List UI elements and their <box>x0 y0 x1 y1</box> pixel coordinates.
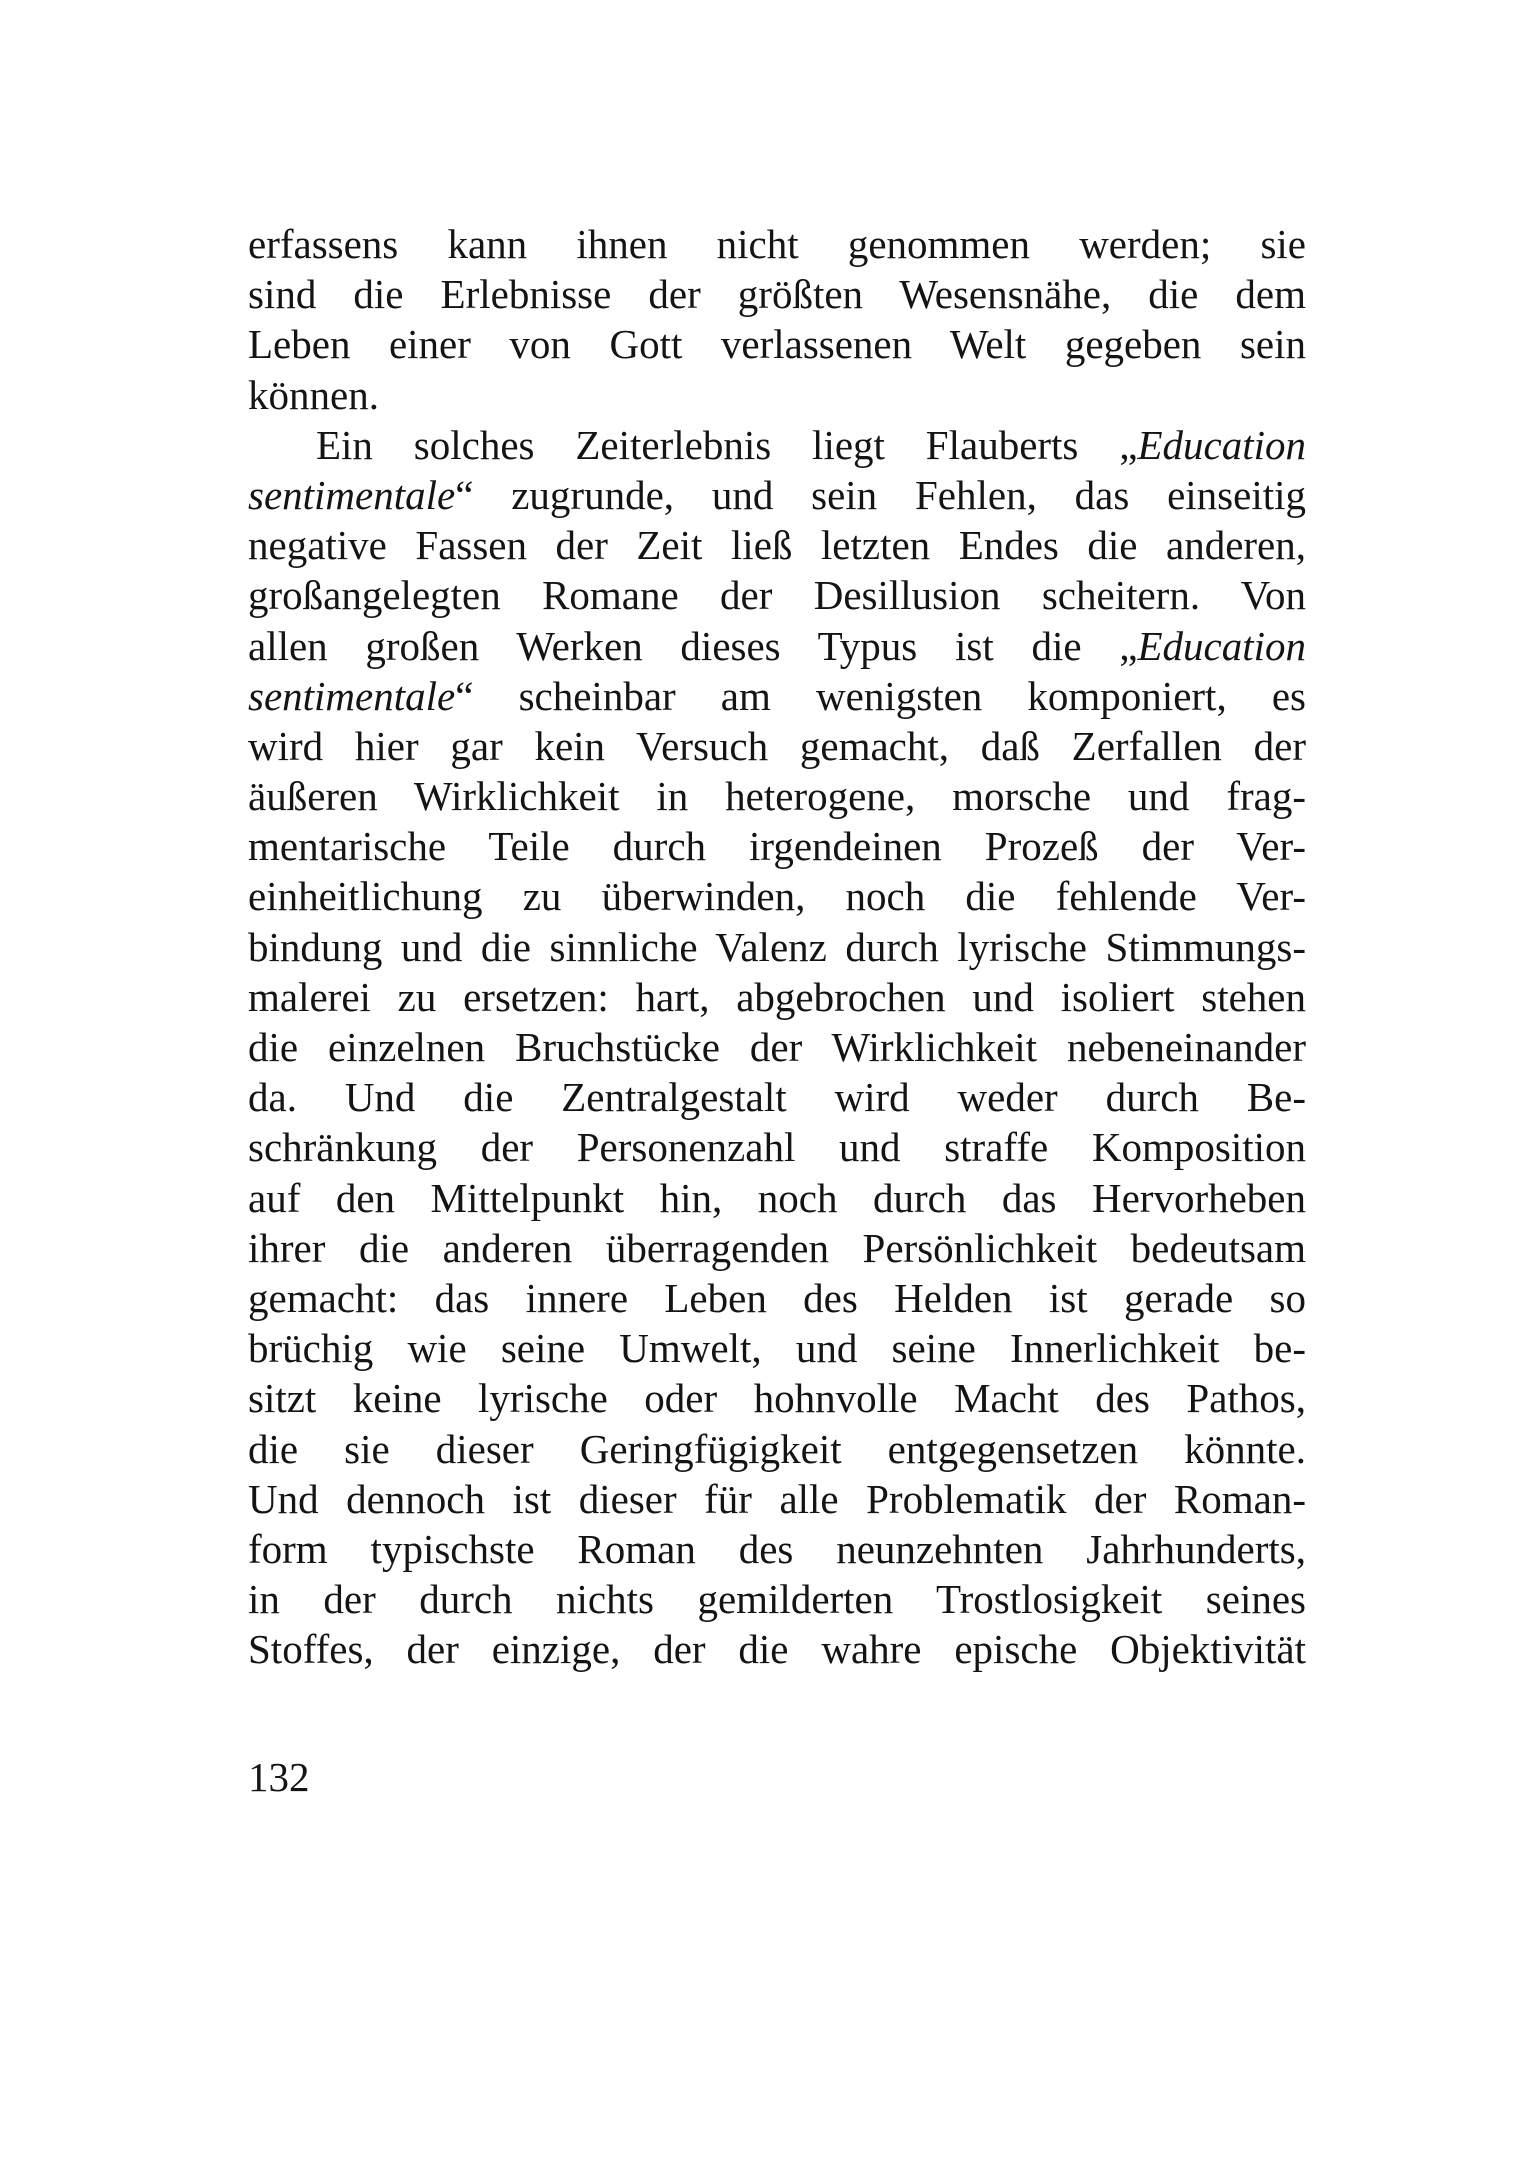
text-segment: in der durch nichts gemilderten Trostlosigkeit seines <box>248 1576 1306 1623</box>
text-line <box>248 269 1306 319</box>
text-line <box>248 420 1306 470</box>
text-line <box>248 871 1306 921</box>
page-number: 132 <box>248 1754 310 1800</box>
text-line <box>248 721 1306 771</box>
text-line <box>248 1373 1306 1423</box>
text-line <box>248 1022 1306 1072</box>
text-segment: sind die Erlebnisse der größten Wesensnähe, die dem <box>248 271 1306 318</box>
text-segment: auf den Mittelpunkt hin, noch durch das Hervorheben <box>248 1174 1306 1221</box>
text-line <box>248 1072 1306 1122</box>
text-segment: äußeren Wirklichkeit in heterogene, morsche und frag- <box>248 773 1306 820</box>
text-line <box>248 1474 1306 1524</box>
text-segment: Und dennoch ist dieser für alle Problematik der Roman- <box>248 1475 1306 1522</box>
text-segment: die sie dieser Geringfügigkeit entgegensetzen könnte. <box>248 1425 1306 1472</box>
text-segment: Ein solches Zeiterlebnis liegt Flauberts „ <box>316 421 1138 468</box>
text-line <box>248 1574 1306 1624</box>
text-line <box>248 1424 1306 1474</box>
text-segment: gemacht: das innere Leben des Helden ist gerade so <box>248 1274 1306 1321</box>
text-segment: “ scheinbar am wenigsten komponiert, es <box>455 672 1306 719</box>
text-line <box>248 1624 1306 1674</box>
text-segment: können. <box>248 371 379 418</box>
text-segment: brüchig wie seine Umwelt, und seine Innerlichkeit be- <box>248 1325 1306 1372</box>
text-segment: form typischste Roman des neunzehnten Jahrhunderts, <box>248 1525 1306 1572</box>
text-line <box>248 319 1306 369</box>
text-line <box>248 771 1306 821</box>
paragraph <box>248 219 1306 420</box>
text-line <box>248 1323 1306 1373</box>
text-line <box>248 1273 1306 1323</box>
italic-text: Education <box>1137 622 1306 669</box>
text-segment: erfassens kann ihnen nicht genommen werden; sie <box>248 221 1306 267</box>
text-segment: schränkung der Personenzahl und straffe Komposition <box>248 1124 1306 1171</box>
text-line <box>248 621 1306 671</box>
text-line <box>248 1223 1306 1273</box>
text-segment: großangelegten Romane der Desillusion scheitern. Von <box>248 572 1306 619</box>
text-segment: da. Und die Zentralgestalt wird weder durch Be- <box>248 1074 1306 1121</box>
italic-text: sentimentale <box>248 672 456 719</box>
paragraph <box>248 420 1306 1675</box>
text-segment: die einzelnen Bruchstücke der Wirklichkeit nebeneinander <box>248 1024 1306 1070</box>
text-segment: ihrer die anderen überragenden Persönlichkeit bedeutsam <box>248 1224 1306 1271</box>
text-segment: allen großen Werken dieses Typus ist die „ <box>248 622 1138 669</box>
text-segment: sitzt keine lyrische oder hohnvolle Macht des Pathos, <box>248 1375 1306 1422</box>
text-line <box>248 570 1306 620</box>
text-line <box>248 821 1306 871</box>
text-line <box>248 1173 1306 1223</box>
text-segment: negative Fassen der Zeit ließ letzten Endes die anderen, <box>248 522 1306 569</box>
text-segment: Leben einer von Gott verlassenen Welt gegeben sein <box>248 321 1306 368</box>
text-line <box>248 671 1306 721</box>
text-line <box>248 1122 1306 1172</box>
body-text <box>248 219 1306 1674</box>
text-segment: Stoffes, der einzige, der die wahre epische Objektivität <box>248 1626 1306 1673</box>
italic-text: sentimentale <box>248 471 456 518</box>
text-segment: “ zugrunde, und sein Fehlen, das einseitig <box>455 471 1306 518</box>
text-line <box>248 470 1306 520</box>
text-segment: wird hier gar kein Versuch gemacht, daß Zerfallen der <box>248 722 1306 769</box>
text-segment: mentarische Teile durch irgendeinen Prozeß der Ver- <box>248 823 1306 870</box>
text-line <box>248 370 1306 420</box>
text-segment: einheitlichung zu überwinden, noch die fehlende Ver- <box>248 873 1306 920</box>
text-line <box>248 922 1306 972</box>
italic-text: Education <box>1137 421 1306 468</box>
text-segment: bindung und die sinnliche Valenz durch lyrische Stimmungs- <box>248 923 1306 970</box>
text-line <box>248 520 1306 570</box>
text-line <box>248 1524 1306 1574</box>
text-line <box>248 972 1306 1022</box>
text-segment: malerei zu ersetzen: hart, abgebrochen und isoliert stehen <box>248 973 1306 1020</box>
text-line <box>248 219 1306 269</box>
